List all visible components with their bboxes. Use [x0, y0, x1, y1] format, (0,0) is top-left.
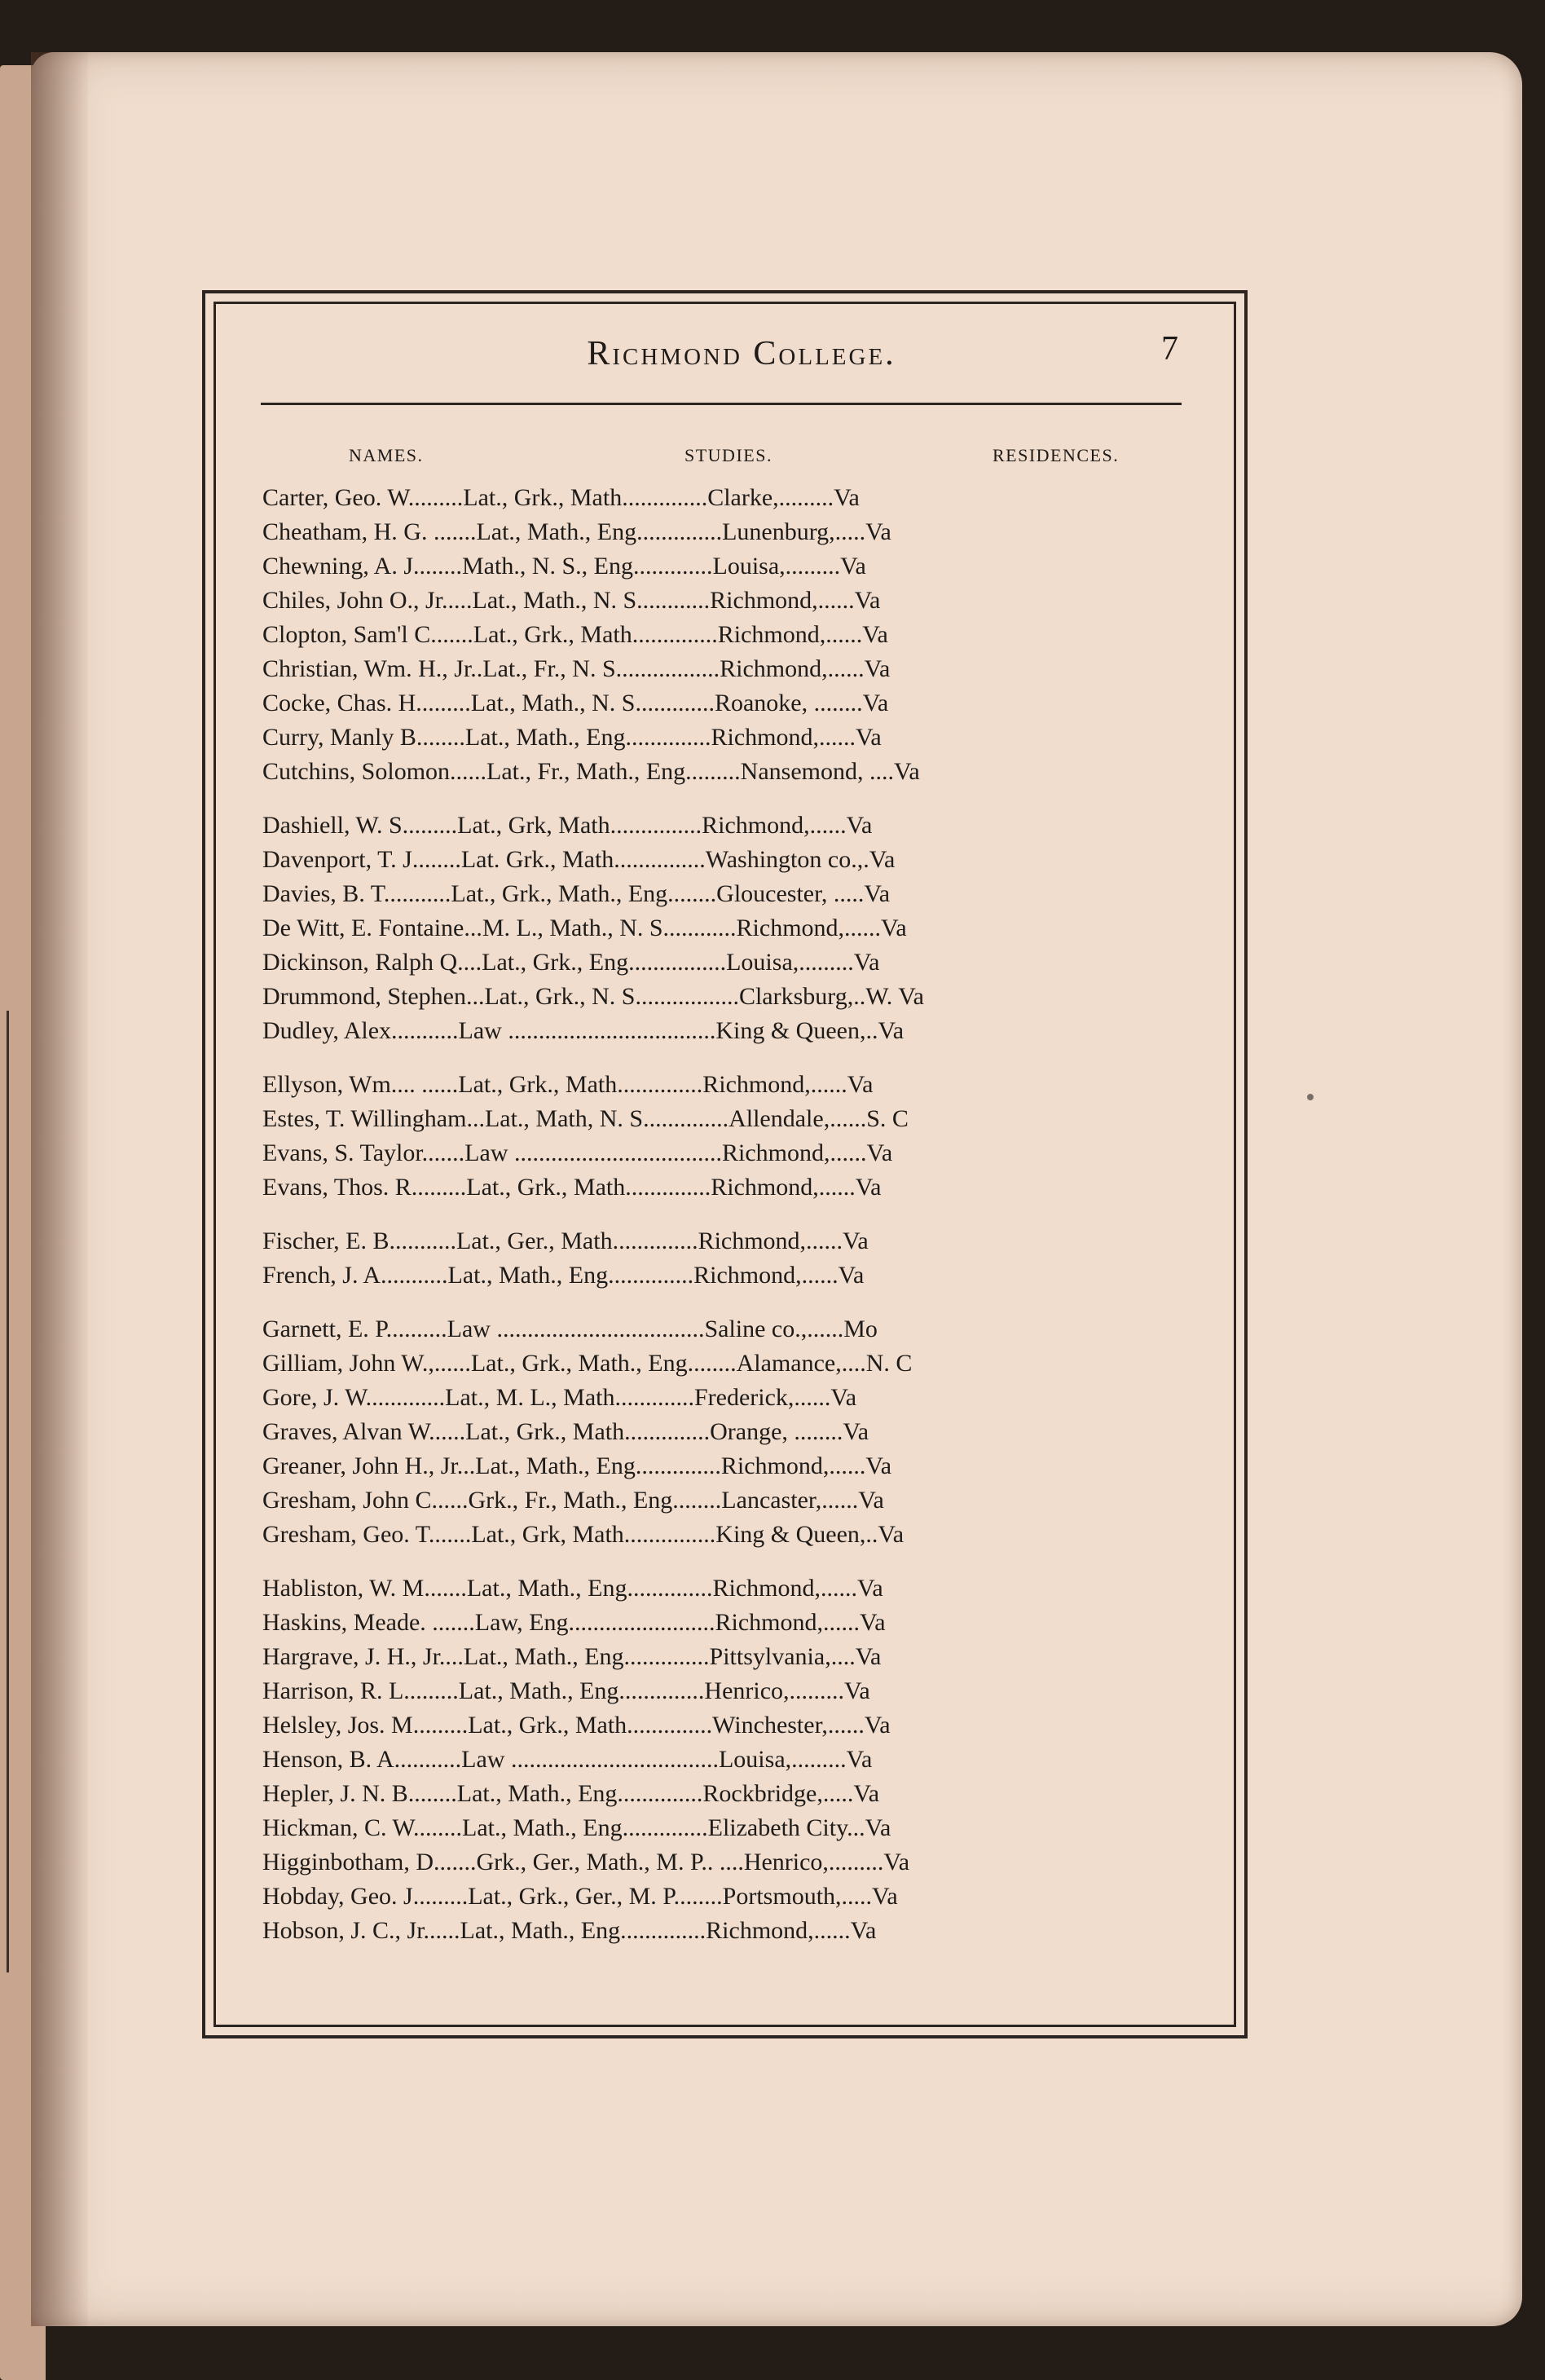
student-entry: Cutchins, Solomon......Lat., Fr., Math., Eng.........Nansemond, ....Va [262, 758, 920, 785]
student-entry: Henson, B. A...........Law ..................................Louisa,.........Va [262, 1746, 873, 1773]
student-entry: Chiles, John O., Jr.....Lat., Math., N. S............Richmond,......Va [262, 587, 881, 614]
student-entry: Hobday, Geo. J.........Lat., Grk., Ger., M. P........Portsmouth,.....Va [262, 1883, 898, 1910]
student-entry: Hepler, J. N. B........Lat., Math., Eng..............Rockbridge,.....Va [262, 1780, 880, 1807]
student-entry: Graves, Alvan W......Lat., Grk., Math..............Orange, ........Va [262, 1418, 869, 1445]
student-entry: Cocke, Chas. H.........Lat., Math., N. S.............Roanoke, ........Va [262, 690, 889, 716]
student-entry: Fischer, E. B...........Lat., Ger., Math..............Richmond,......Va [262, 1227, 869, 1254]
student-entry: Gresham, John C......Grk., Fr., Math., Eng........Lancaster,......Va [262, 1487, 884, 1514]
facing-page-border-line [7, 1011, 14, 1972]
letter-group-spacer [262, 1293, 1208, 1312]
student-entry: Gresham, Geo. T.......Lat., Grk, Math...............King & Queen,..Va [262, 1521, 905, 1548]
student-entry: Estes, T. Willingham...Lat., Math, N. S..............Allendale,......S. C [262, 1105, 909, 1132]
student-entry: Evans, S. Taylor.......Law ..................................Richmond,......Va [262, 1139, 893, 1166]
page-number: 7 [1161, 330, 1178, 368]
student-entry: Hickman, C. W........Lat., Math., Eng..............Elizabeth City...Va [262, 1814, 891, 1841]
studies-column-heading: STUDIES. [684, 445, 772, 465]
letter-group-spacer [262, 789, 1208, 809]
binding-gutter-shadow [31, 52, 88, 2326]
student-entry: Helsley, Jos. M.........Lat., Grk., Math..............Winchester,......Va [262, 1712, 891, 1739]
student-entry: Haskins, Meade. .......Law, Eng........................Richmond,......Va [262, 1609, 886, 1636]
student-entry: Habliston, W. M.......Lat., Math., Eng..............Richmond,......Va [262, 1575, 883, 1602]
student-entry: Hobson, J. C., Jr......Lat., Math., Eng..............Richmond,......Va [262, 1917, 877, 1944]
student-entry: Dudley, Alex...........Law ..................................King & Queen,..Va [262, 1017, 905, 1044]
student-entry: Greaner, John H., Jr...Lat., Math., Eng..............Richmond,......Va [262, 1452, 892, 1479]
student-entry: Chewning, A. J........Math., N. S., Eng.............Louisa,.........Va [262, 553, 866, 580]
paper-speck [1307, 1094, 1314, 1100]
names-column-heading: NAMES. [349, 445, 424, 465]
student-entry: Gore, J. W.............Lat., M. L., Math.............Frederick,......Va [262, 1384, 857, 1411]
student-entry: Dashiell, W. S.........Lat., Grk, Math...............Richmond,......Va [262, 812, 873, 839]
student-entry: Christian, Wm. H., Jr..Lat., Fr., N. S.................Richmond,......Va [262, 655, 891, 682]
student-entry: Drummond, Stephen...Lat., Grk., N. S.................Clarksburg,..W. Va [262, 983, 924, 1010]
letter-group-spacer [262, 1552, 1208, 1571]
student-entry: Gilliam, John W.,......Lat., Grk., Math., Eng........Alamance,....N. C [262, 1350, 913, 1377]
student-entry: Ellyson, Wm.... ......Lat., Grk., Math..............Richmond,......Va [262, 1071, 874, 1098]
letter-group-spacer [262, 1048, 1208, 1068]
student-roster [262, 481, 1208, 1948]
student-entry: Evans, Thos. R.........Lat., Grk., Math..............Richmond,......Va [262, 1174, 882, 1201]
student-entry: Clopton, Sam'l C.......Lat., Grk., Math..............Richmond,......Va [262, 621, 888, 648]
letter-group-spacer [262, 1205, 1208, 1224]
student-entry: Garnett, E. P..........Law ..................................Saline co.,......Mo [262, 1316, 878, 1342]
student-entry: French, J. A...........Lat., Math., Eng..............Richmond,......Va [262, 1262, 865, 1289]
header-rule [261, 403, 1182, 405]
student-entry: Curry, Manly B........Lat., Math., Eng..............Richmond,......Va [262, 724, 882, 751]
student-entry: Dickinson, Ralph Q....Lat., Grk., Eng................Louisa,.........Va [262, 949, 880, 976]
student-entry: Higginbotham, D.......Grk., Ger., Math., M. P.. ....Henrico,.........Va [262, 1849, 910, 1875]
student-entry: Davenport, T. J........Lat. Grk., Math...............Washington co.,.Va [262, 846, 896, 873]
student-entry: Hargrave, J. H., Jr....Lat., Math., Eng..............Pittsylvania,....Va [262, 1643, 882, 1670]
running-header: Richmond College. [587, 335, 896, 372]
student-entry: Cheatham, H. G. .......Lat., Math., Eng..............Lunenburg,.....Va [262, 518, 891, 545]
student-entry: Carter, Geo. W.........Lat., Grk., Math..............Clarke,.........Va [262, 484, 860, 511]
student-entry: Harrison, R. L.........Lat., Math., Eng..............Henrico,.........Va [262, 1677, 870, 1704]
student-entry: De Witt, E. Fontaine...M. L., Math., N. S............Richmond,......Va [262, 915, 907, 941]
student-entry: Davies, B. T...........Lat., Grk., Math., Eng........Gloucester, .....Va [262, 880, 891, 907]
residences-column-heading: RESIDENCES. [993, 445, 1120, 465]
